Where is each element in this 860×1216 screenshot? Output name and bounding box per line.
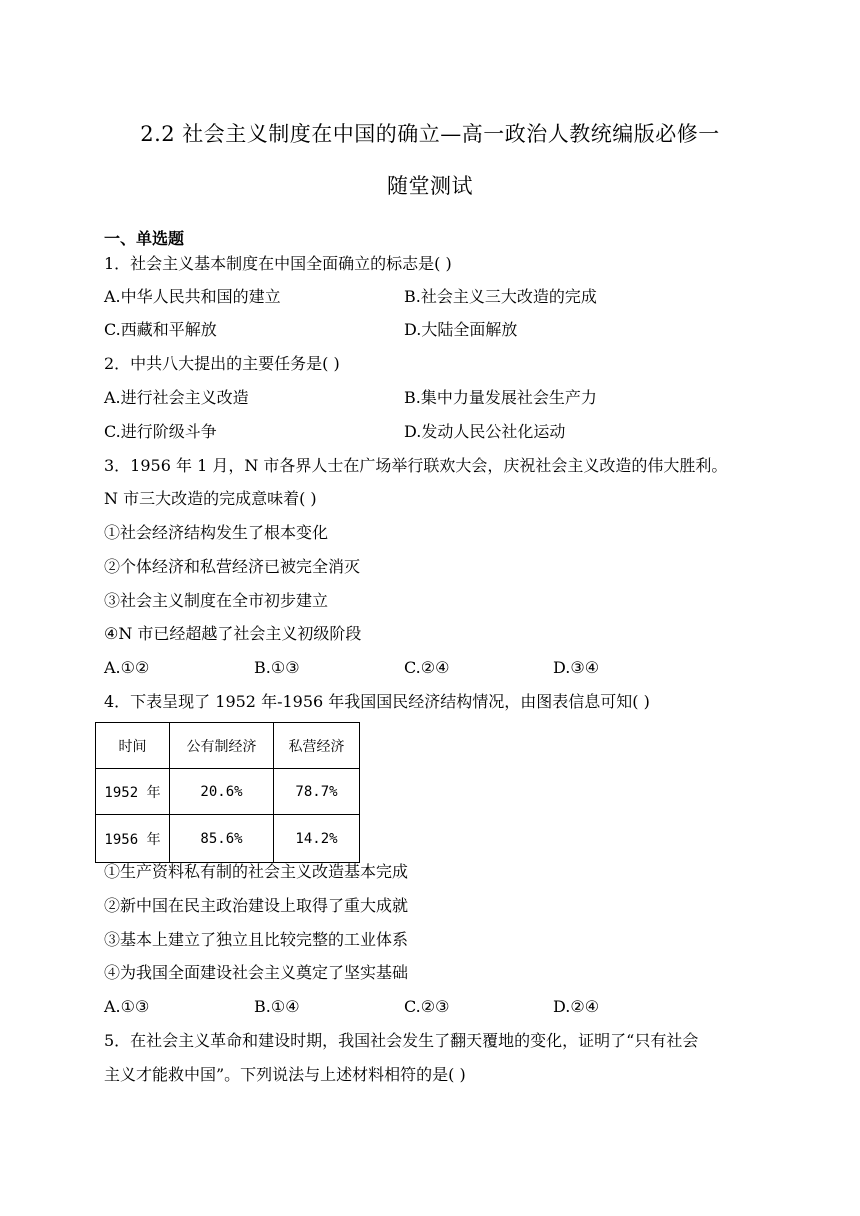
question-4-item-1: ①生产资料私有制的社会主义改造基本完成 — [104, 862, 409, 881]
table-cell: 78.7% — [274, 769, 360, 815]
question-5-stem-line-1: 5．在社会主义革命和建设时期，我国社会发生了翻天覆地的变化，证明了“只有社会 — [104, 1031, 699, 1050]
question-3-item-1: ①社会经济结构发生了根本变化 — [104, 523, 329, 542]
question-3-stem-line-1: 3．1956 年 1 月，N 市各界人士在广场举行联欢大会，庆祝社会主义改造的伟大胜利。 — [104, 456, 728, 475]
question-3-option-b[interactable]: B.①③ — [254, 658, 300, 677]
document-title-line-2: 随堂测试 — [387, 174, 473, 198]
table-header-cell: 时间 — [96, 723, 170, 769]
document-title-line-1: 2.2 社会主义制度在中国的确立—高一政治人教统编版必修一 — [140, 122, 720, 146]
question-1-option-d[interactable]: D.大陆全面解放 — [404, 320, 518, 339]
question-4-item-4: ④为我国全面建设社会主义奠定了坚实基础 — [104, 963, 409, 982]
table-cell: 14.2% — [274, 815, 360, 863]
table-row — [96, 769, 360, 815]
question-4-option-a[interactable]: A.①③ — [104, 997, 150, 1016]
question-3-item-2: ②个体经济和私营经济已被完全消灭 — [104, 557, 361, 576]
question-3-stem-line-2: N 市三大改造的完成意味着( ) — [104, 489, 317, 508]
question-4-option-b[interactable]: B.①④ — [254, 997, 300, 1016]
question-2-option-d[interactable]: D.发动人民公社化运动 — [404, 422, 566, 441]
table-cell: 85.6% — [170, 815, 274, 863]
question-2-option-c[interactable]: C.进行阶级斗争 — [104, 422, 217, 441]
question-1-option-c[interactable]: C.西藏和平解放 — [104, 320, 217, 339]
table-header-row — [96, 723, 360, 769]
table-row — [96, 815, 360, 863]
question-1-option-b[interactable]: B.社会主义三大改造的完成 — [404, 287, 597, 306]
section-heading: 一、单选题 — [104, 229, 185, 248]
question-4-item-3: ③基本上建立了独立且比较完整的工业体系 — [104, 930, 409, 949]
question-3-item-3: ③社会主义制度在全市初步建立 — [104, 591, 329, 610]
table-header-cell: 公有制经济 — [170, 723, 274, 769]
question-3-item-4: ④N 市已经超越了社会主义初级阶段 — [104, 624, 362, 643]
economy-structure-table — [95, 722, 360, 863]
table-header-cell: 私营经济 — [274, 723, 360, 769]
table-cell: 1952 年 — [96, 769, 170, 815]
question-4-item-2: ②新中国在民主政治建设上取得了重大成就 — [104, 896, 409, 915]
question-1-stem: 1．社会主义基本制度在中国全面确立的标志是( ) — [104, 254, 452, 273]
table-cell: 20.6% — [170, 769, 274, 815]
question-3-option-a[interactable]: A.①② — [104, 658, 150, 677]
question-2-option-b[interactable]: B.集中力量发展社会生产力 — [404, 388, 597, 407]
question-2-option-a[interactable]: A.进行社会主义改造 — [104, 388, 249, 407]
question-4-option-c[interactable]: C.②③ — [404, 997, 450, 1016]
question-3-option-c[interactable]: C.②④ — [404, 658, 450, 677]
question-2-stem: 2．中共八大提出的主要任务是( ) — [104, 354, 340, 373]
table-cell: 1956 年 — [96, 815, 170, 863]
question-4-option-d[interactable]: D.②④ — [553, 997, 600, 1016]
question-5-stem-line-2: 主义才能救中国”。下列说法与上述材料相符的是( ) — [104, 1065, 466, 1084]
question-1-option-a[interactable]: A.中华人民共和国的建立 — [104, 287, 281, 306]
question-3-option-d[interactable]: D.③④ — [553, 658, 600, 677]
question-4-stem: 4．下表呈现了 1952 年-1956 年我国国民经济结构情况，由图表信息可知( ) — [104, 692, 650, 711]
